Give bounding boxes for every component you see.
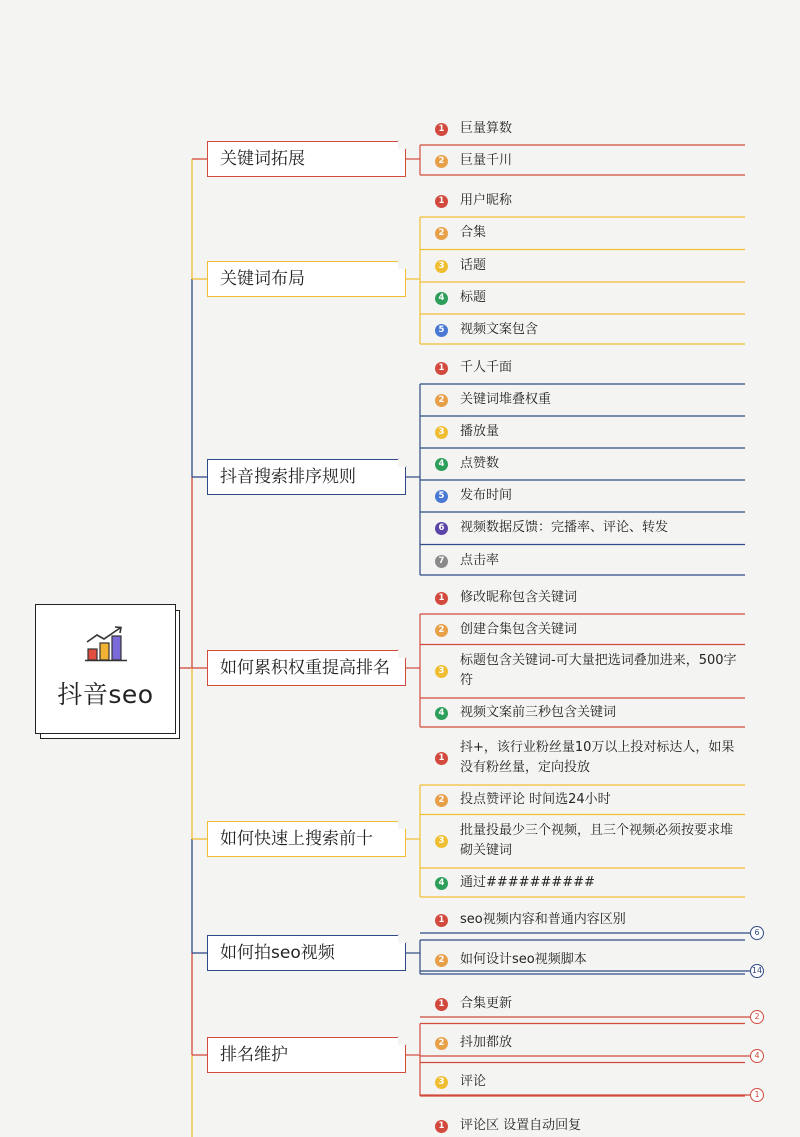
number-badge-icon: 3 <box>435 260 448 273</box>
number-badge-icon: 1 <box>435 998 448 1011</box>
branch-node[interactable] <box>207 650 406 686</box>
leaf-text: 批量投最少三个视频，且三个视频必须按要求堆砌关键词 <box>460 823 734 858</box>
number-badge-icon: 5 <box>435 324 448 337</box>
leaf-item[interactable] <box>435 1072 745 1092</box>
collapsed-count-badge[interactable]: 2 <box>750 1010 764 1024</box>
branch-node[interactable] <box>207 821 406 857</box>
number-badge-icon: 1 <box>435 1120 448 1133</box>
branch-label: 关键词布局 <box>220 269 305 289</box>
branch-label: 如何累积权重提高排名 <box>220 658 390 678</box>
leaf-item[interactable] <box>435 422 745 442</box>
number-badge-icon: 3 <box>435 426 448 439</box>
leaf-text: 视频文案包含 <box>460 322 539 337</box>
leaf-text: 创建合集包含关键词 <box>460 622 578 637</box>
leaf-item[interactable] <box>435 551 745 571</box>
leaf-text: 投点赞评论 时间选24小时 <box>460 792 611 807</box>
leaf-item[interactable] <box>435 790 745 810</box>
leaf-text: 话题 <box>460 258 487 273</box>
leaf-text: 千人千面 <box>460 360 513 375</box>
collapsed-count-badge[interactable]: 1 <box>750 1088 764 1102</box>
leaf-text: 合集更新 <box>460 996 513 1011</box>
leaf-item[interactable] <box>435 223 745 243</box>
leaf-item[interactable] <box>435 454 745 474</box>
leaf-text: 发布时间 <box>460 488 513 503</box>
leaf-text: 通过########## <box>460 875 595 890</box>
leaf-text: 视频数据反馈：完播率、评论、转发 <box>460 520 669 535</box>
collapsed-count-badge[interactable]: 14 <box>750 964 764 978</box>
leaf-text: 播放量 <box>460 424 500 439</box>
number-badge-icon: 1 <box>435 592 448 605</box>
number-badge-icon: 2 <box>435 794 448 807</box>
leaf-item[interactable] <box>435 256 745 276</box>
number-badge-icon: 2 <box>435 1037 448 1050</box>
corner-fold <box>398 935 406 943</box>
branch-node[interactable] <box>207 141 406 177</box>
branch-label: 如何拍seo视频 <box>220 943 335 963</box>
leaf-item[interactable] <box>435 119 745 139</box>
branch-label: 关键词拓展 <box>220 149 305 169</box>
number-badge-icon: 2 <box>435 227 448 240</box>
leaf-text: 标题 <box>460 290 487 305</box>
branch-node[interactable] <box>207 935 406 971</box>
leaf-text: 抖加都放 <box>460 1035 513 1050</box>
leaf-text: 合集 <box>460 225 487 240</box>
number-badge-icon: 4 <box>435 458 448 471</box>
number-badge-icon: 5 <box>435 490 448 503</box>
leaf-item[interactable] <box>435 191 745 211</box>
number-badge-icon: 3 <box>435 835 448 848</box>
leaf-item[interactable] <box>435 320 745 340</box>
number-badge-icon: 4 <box>435 707 448 720</box>
leaf-item[interactable] <box>435 873 745 893</box>
number-badge-icon: 1 <box>435 123 448 136</box>
leaf-text: 关键词堆叠权重 <box>460 392 552 407</box>
number-badge-icon: 2 <box>435 954 448 967</box>
leaf-text: 标题包含关键词-可大量把选词叠加进来，500字符 <box>460 653 737 688</box>
branch-node[interactable] <box>207 261 406 297</box>
bar-chart-trend-icon <box>84 625 128 663</box>
leaf-item[interactable] <box>435 1116 745 1136</box>
number-badge-icon: 3 <box>435 1076 448 1089</box>
corner-fold <box>398 650 406 658</box>
number-badge-icon: 2 <box>435 155 448 168</box>
leaf-item[interactable] <box>435 738 745 778</box>
leaf-item[interactable] <box>435 1033 745 1053</box>
root-title: 抖音seo <box>57 680 154 709</box>
number-badge-icon: 1 <box>435 195 448 208</box>
leaf-item[interactable] <box>435 620 745 640</box>
corner-fold <box>398 141 406 149</box>
corner-fold <box>398 261 406 269</box>
leaf-item[interactable] <box>435 821 745 861</box>
leaf-text: 评论 <box>460 1074 487 1089</box>
corner-fold <box>398 1037 406 1045</box>
number-badge-icon: 1 <box>435 914 448 927</box>
leaf-text: 点赞数 <box>460 456 500 471</box>
leaf-text: 点击率 <box>460 553 500 568</box>
number-badge-icon: 4 <box>435 292 448 305</box>
leaf-item[interactable] <box>435 518 745 538</box>
leaf-text: 视频文案前三秒包含关键词 <box>460 705 617 720</box>
leaf-item[interactable] <box>435 288 745 308</box>
leaf-text: 用户昵称 <box>460 193 513 208</box>
leaf-item[interactable] <box>435 390 745 410</box>
leaf-item[interactable] <box>435 703 745 723</box>
leaf-item[interactable] <box>435 651 745 691</box>
leaf-text: 如何设计seo视频脚本 <box>460 952 587 967</box>
leaf-item[interactable] <box>435 486 745 506</box>
leaf-item[interactable] <box>435 910 745 930</box>
number-badge-icon: 1 <box>435 362 448 375</box>
leaf-text: 巨量千川 <box>460 153 513 168</box>
number-badge-icon: 7 <box>435 555 448 568</box>
leaf-text: 评论区 设置自动回复 <box>460 1118 582 1133</box>
leaf-text: 修改昵称包含关键词 <box>460 590 578 605</box>
number-badge-icon: 1 <box>435 752 448 765</box>
branch-label: 抖音搜索排序规则 <box>220 467 356 487</box>
leaf-text: 巨量算数 <box>460 121 513 136</box>
leaf-item[interactable] <box>435 994 745 1014</box>
branch-node[interactable] <box>207 459 406 495</box>
number-badge-icon: 6 <box>435 522 448 535</box>
corner-fold <box>398 459 406 467</box>
branch-label: 排名维护 <box>220 1045 288 1065</box>
collapsed-count-badge[interactable]: 6 <box>750 926 764 940</box>
number-badge-icon: 2 <box>435 624 448 637</box>
branch-label: 如何快速上搜索前十 <box>220 829 373 849</box>
root-node[interactable] <box>35 604 176 734</box>
leaf-item[interactable] <box>435 588 745 608</box>
number-badge-icon: 4 <box>435 877 448 890</box>
leaf-item[interactable] <box>435 358 745 378</box>
corner-fold <box>398 821 406 829</box>
branch-node[interactable] <box>207 1037 406 1073</box>
leaf-item[interactable] <box>435 950 745 970</box>
leaf-text: seo视频内容和普通内容区别 <box>460 912 626 927</box>
collapsed-count-badge[interactable]: 4 <box>750 1049 764 1063</box>
number-badge-icon: 2 <box>435 394 448 407</box>
leaf-item[interactable] <box>435 151 745 171</box>
number-badge-icon: 3 <box>435 665 448 678</box>
leaf-text: 抖+，该行业粉丝量10万以上投对标达人，如果没有粉丝量，定向投放 <box>460 740 735 775</box>
